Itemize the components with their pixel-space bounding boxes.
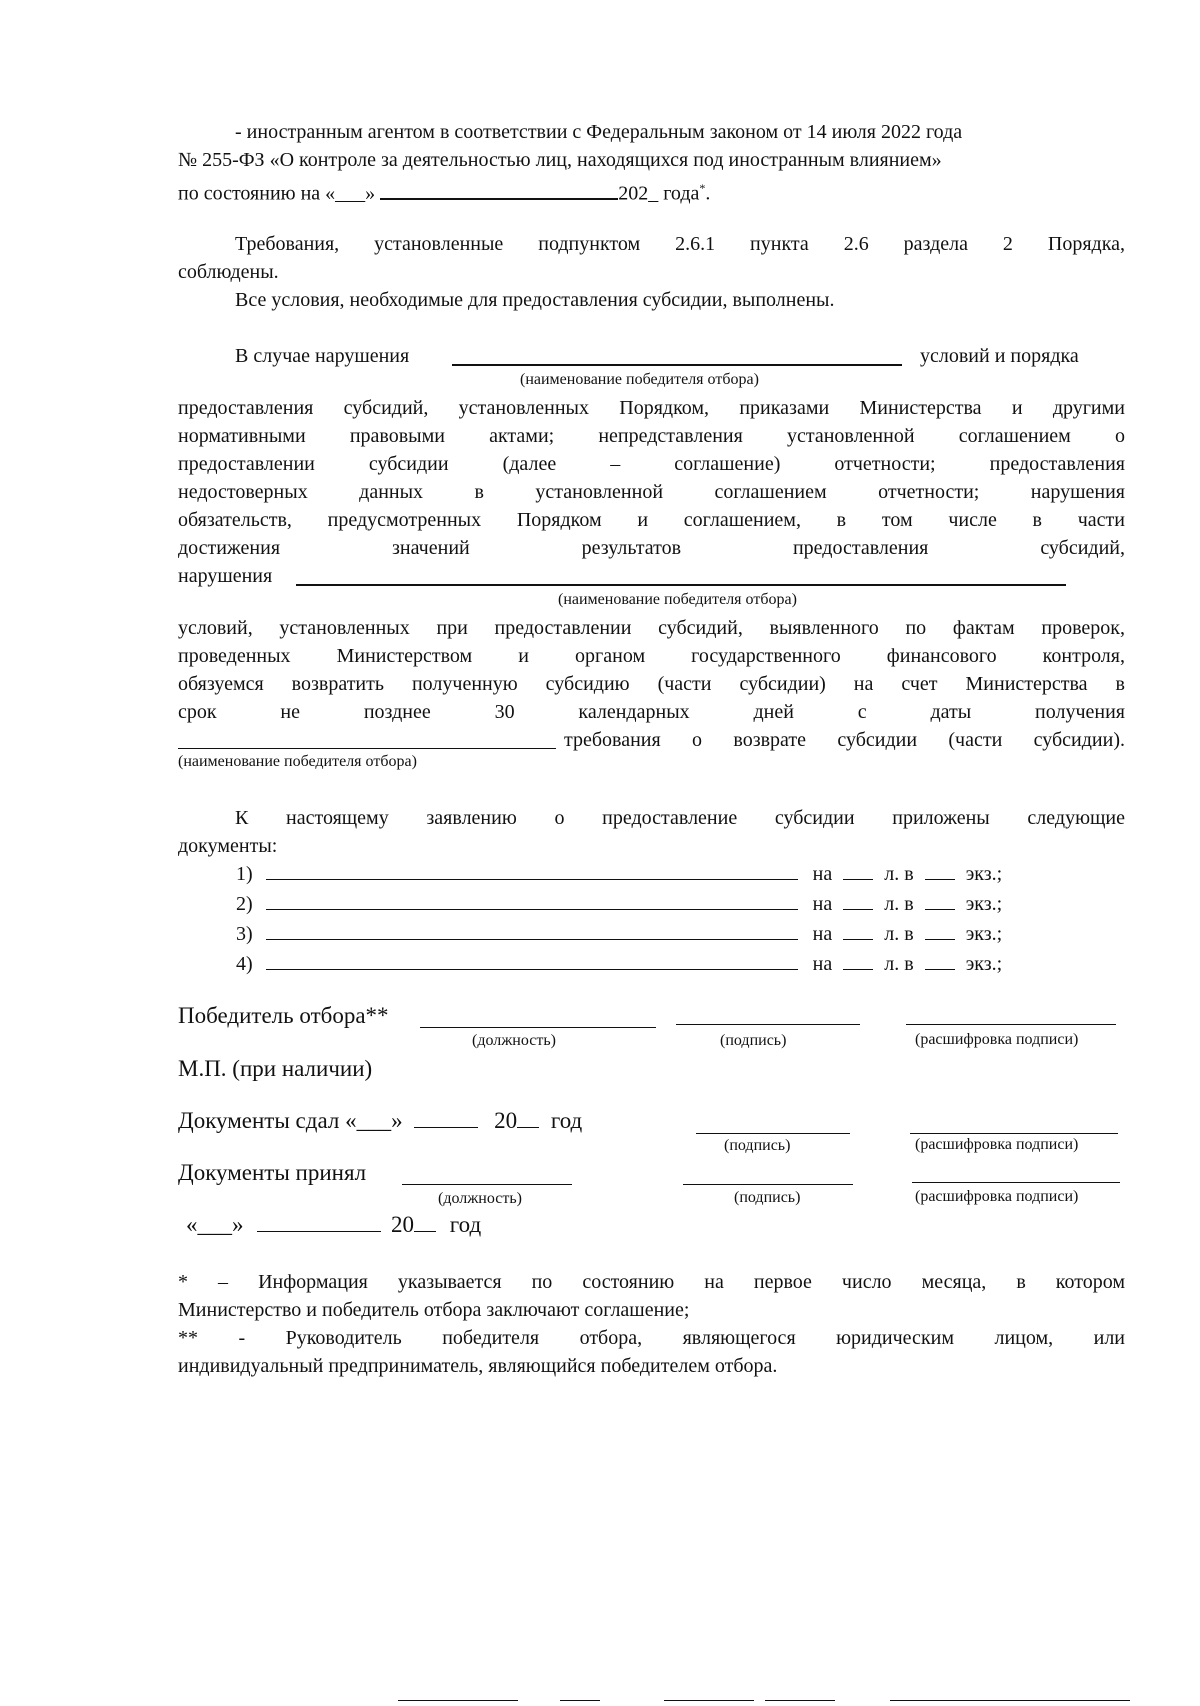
attachment-name-blank[interactable]: [266, 951, 798, 970]
winner-position-line[interactable]: [420, 1027, 656, 1028]
scan-artifact-line: [765, 1700, 835, 1701]
scan-artifact-line: [664, 1700, 754, 1701]
text-para3-line4: предоставлении субсидии (далее – соглашение) отчетности; предоставления: [178, 453, 1125, 475]
text-para3-line7: достижения значений результатов предоставления субсидий,: [178, 537, 1125, 559]
winner-signature-line[interactable]: [676, 1024, 860, 1025]
accepted-signature-line[interactable]: [683, 1184, 853, 1185]
accepted-position-line[interactable]: [402, 1184, 572, 1185]
footnote-1-line2: Министерство и победитель отбора заключают соглашение;: [178, 1299, 690, 1321]
text-para3-line5: недостоверных данных в установленной соглашением отчетности; нарушения: [178, 481, 1125, 503]
text-conditions-order: условий и порядка: [920, 345, 1079, 367]
text-para3-line2: предоставления субсидий, установленных Порядком, приказами Министерства и другими: [178, 397, 1125, 419]
text-para3-line9: условий, установленных при предоставлении субсидий, выявленного по фактам проверок,: [178, 617, 1125, 639]
footnote-1-line1: * – Информация указывается по состоянию на первое число месяца, в котором: [178, 1271, 1125, 1293]
accepted-decode-line[interactable]: [912, 1182, 1120, 1183]
caption-position-2: (должность): [438, 1190, 522, 1207]
text-violation-start: В случае нарушения: [235, 345, 410, 367]
handed-year-prefix: 20: [494, 1108, 518, 1133]
accepted-day: «___»: [186, 1212, 244, 1237]
text-para3-line6: обязательств, предусмотренных Порядком и соглашением, в том числе в части: [178, 509, 1125, 531]
text-para3-line11: обязуемся возвратить полученную субсидию (части субсидии) на счет Министерства в: [178, 673, 1125, 695]
label-on: на: [812, 893, 833, 915]
winner-decode-line[interactable]: [906, 1024, 1116, 1025]
footnote-2-line2: индивидуальный предприниматель, являющийся победителем отбора.: [178, 1355, 778, 1377]
text-violation-word: нарушения: [178, 565, 273, 587]
item-number: 3): [236, 923, 253, 945]
date-blank[interactable]: [380, 180, 618, 200]
text-foreign-agent-line2: № 255-ФЗ «О контроле за деятельностью лиц, находящихся под иностранным влиянием»: [178, 149, 942, 171]
text-para3-line12: срок не позднее 30 календарных дней с даты получения: [178, 701, 1125, 723]
label-sheets: л. в: [884, 953, 914, 975]
accepted-year-word: год: [449, 1212, 482, 1237]
caption-winner-name-3: (наименование победителя отбора): [178, 753, 417, 770]
scan-artifact-line: [398, 1700, 518, 1701]
label-copies: экз.;: [965, 923, 1003, 945]
attachment-item-3: [236, 920, 1002, 948]
text-attachments-line1: К настоящему заявлению о предоставление субсидии приложены следующие: [235, 807, 1125, 829]
handed-month-blank[interactable]: [414, 1109, 478, 1128]
scan-artifact-line: [560, 1700, 600, 1701]
item-number: 2): [236, 893, 253, 915]
copies-blank[interactable]: [925, 891, 955, 910]
text-para3-line10: проведенных Министерством и органом государственного финансового контроля,: [178, 645, 1125, 667]
label-seal: М.П. (при наличии): [178, 1056, 373, 1081]
label-on: на: [812, 953, 833, 975]
sheets-blank[interactable]: [843, 861, 873, 880]
handed-year-word: год: [550, 1108, 583, 1133]
scan-artifact-line: [890, 1700, 1130, 1701]
text-attachments-line2: документы:: [178, 835, 278, 857]
text-requirements-line1: Требования, установленные подпунктом 2.6.1 пункта 2.6 раздела 2 Порядка,: [235, 233, 1125, 255]
text-requirements-line2: соблюдены.: [178, 261, 279, 283]
attachment-item-1: [236, 860, 1002, 888]
label-accepted-date: [186, 1212, 481, 1238]
item-number: 4): [236, 953, 253, 975]
label-copies: экз.;: [965, 953, 1003, 975]
copies-blank[interactable]: [925, 861, 955, 880]
sheets-blank[interactable]: [843, 891, 873, 910]
caption-signature-1: (подпись): [720, 1032, 787, 1049]
accepted-year-blank[interactable]: [414, 1213, 436, 1232]
label-on: на: [812, 863, 833, 885]
sheets-blank[interactable]: [843, 921, 873, 940]
caption-signature-3: (подпись): [734, 1189, 801, 1206]
label-sheets: л. в: [884, 893, 914, 915]
copies-blank[interactable]: [925, 921, 955, 940]
sheets-blank[interactable]: [843, 951, 873, 970]
footnote-2-line1: ** - Руководитель победителя отбора, являющегося юридическим лицом, или: [178, 1327, 1125, 1349]
label-copies: экз.;: [965, 863, 1003, 885]
attachment-item-4: [236, 950, 1002, 978]
text-conditions-met: Все условия, необходимые для предоставления субсидии, выполнены.: [235, 289, 835, 311]
attachment-name-blank[interactable]: [266, 861, 798, 880]
text-para3-line3: нормативными правовыми актами; непредставления установленной соглашением о: [178, 425, 1125, 447]
caption-winner-name-2: (наименование победителя отбора): [558, 591, 797, 608]
attachment-name-blank[interactable]: [266, 891, 798, 910]
label-on: на: [812, 923, 833, 945]
as-of-prefix: по состоянию на «___»: [178, 182, 376, 205]
label-sheets: л. в: [884, 923, 914, 945]
caption-winner-name-1: (наименование победителя отбора): [520, 371, 759, 388]
label-docs-handed: [178, 1108, 582, 1134]
period: .: [705, 182, 711, 205]
accepted-month-blank[interactable]: [257, 1213, 381, 1232]
label-sheets: л. в: [884, 863, 914, 885]
caption-decode-2: (расшифровка подписи): [915, 1136, 1079, 1153]
attachment-item-2: [236, 890, 1002, 918]
asterisk-mark: *: [699, 181, 706, 195]
text-foreign-agent-line1: - иностранным агентом в соответствии с Федеральным законом от 14 июля 2022 года: [235, 121, 963, 143]
handed-year-blank[interactable]: [517, 1109, 539, 1128]
caption-signature-2: (подпись): [724, 1137, 791, 1154]
label-docs-accepted: Документы принял: [178, 1160, 367, 1185]
caption-position-1: (должность): [472, 1032, 556, 1049]
label-copies: экз.;: [965, 893, 1003, 915]
accepted-year-prefix: 20: [391, 1212, 414, 1237]
item-number: 1): [236, 863, 253, 885]
handed-signature-line[interactable]: [696, 1133, 850, 1134]
label-winner: Победитель отбора**: [178, 1003, 389, 1028]
winner-name-blank-1[interactable]: [452, 346, 902, 366]
year-text: 202_ года: [618, 182, 700, 205]
text-para3-line13: требования о возврате субсидии (части субсидии).: [564, 729, 1125, 751]
copies-blank[interactable]: [925, 951, 955, 970]
winner-name-blank-3[interactable]: [178, 730, 556, 749]
text-as-of-date: [178, 174, 710, 208]
handed-decode-line[interactable]: [910, 1133, 1118, 1134]
caption-decode-1: (расшифровка подписи): [915, 1031, 1079, 1048]
caption-decode-3: (расшифровка подписи): [915, 1188, 1079, 1205]
winner-name-blank-2[interactable]: [296, 566, 1066, 586]
docs-handed-text: Документы сдал «___»: [178, 1108, 403, 1133]
attachment-name-blank[interactable]: [266, 921, 798, 940]
